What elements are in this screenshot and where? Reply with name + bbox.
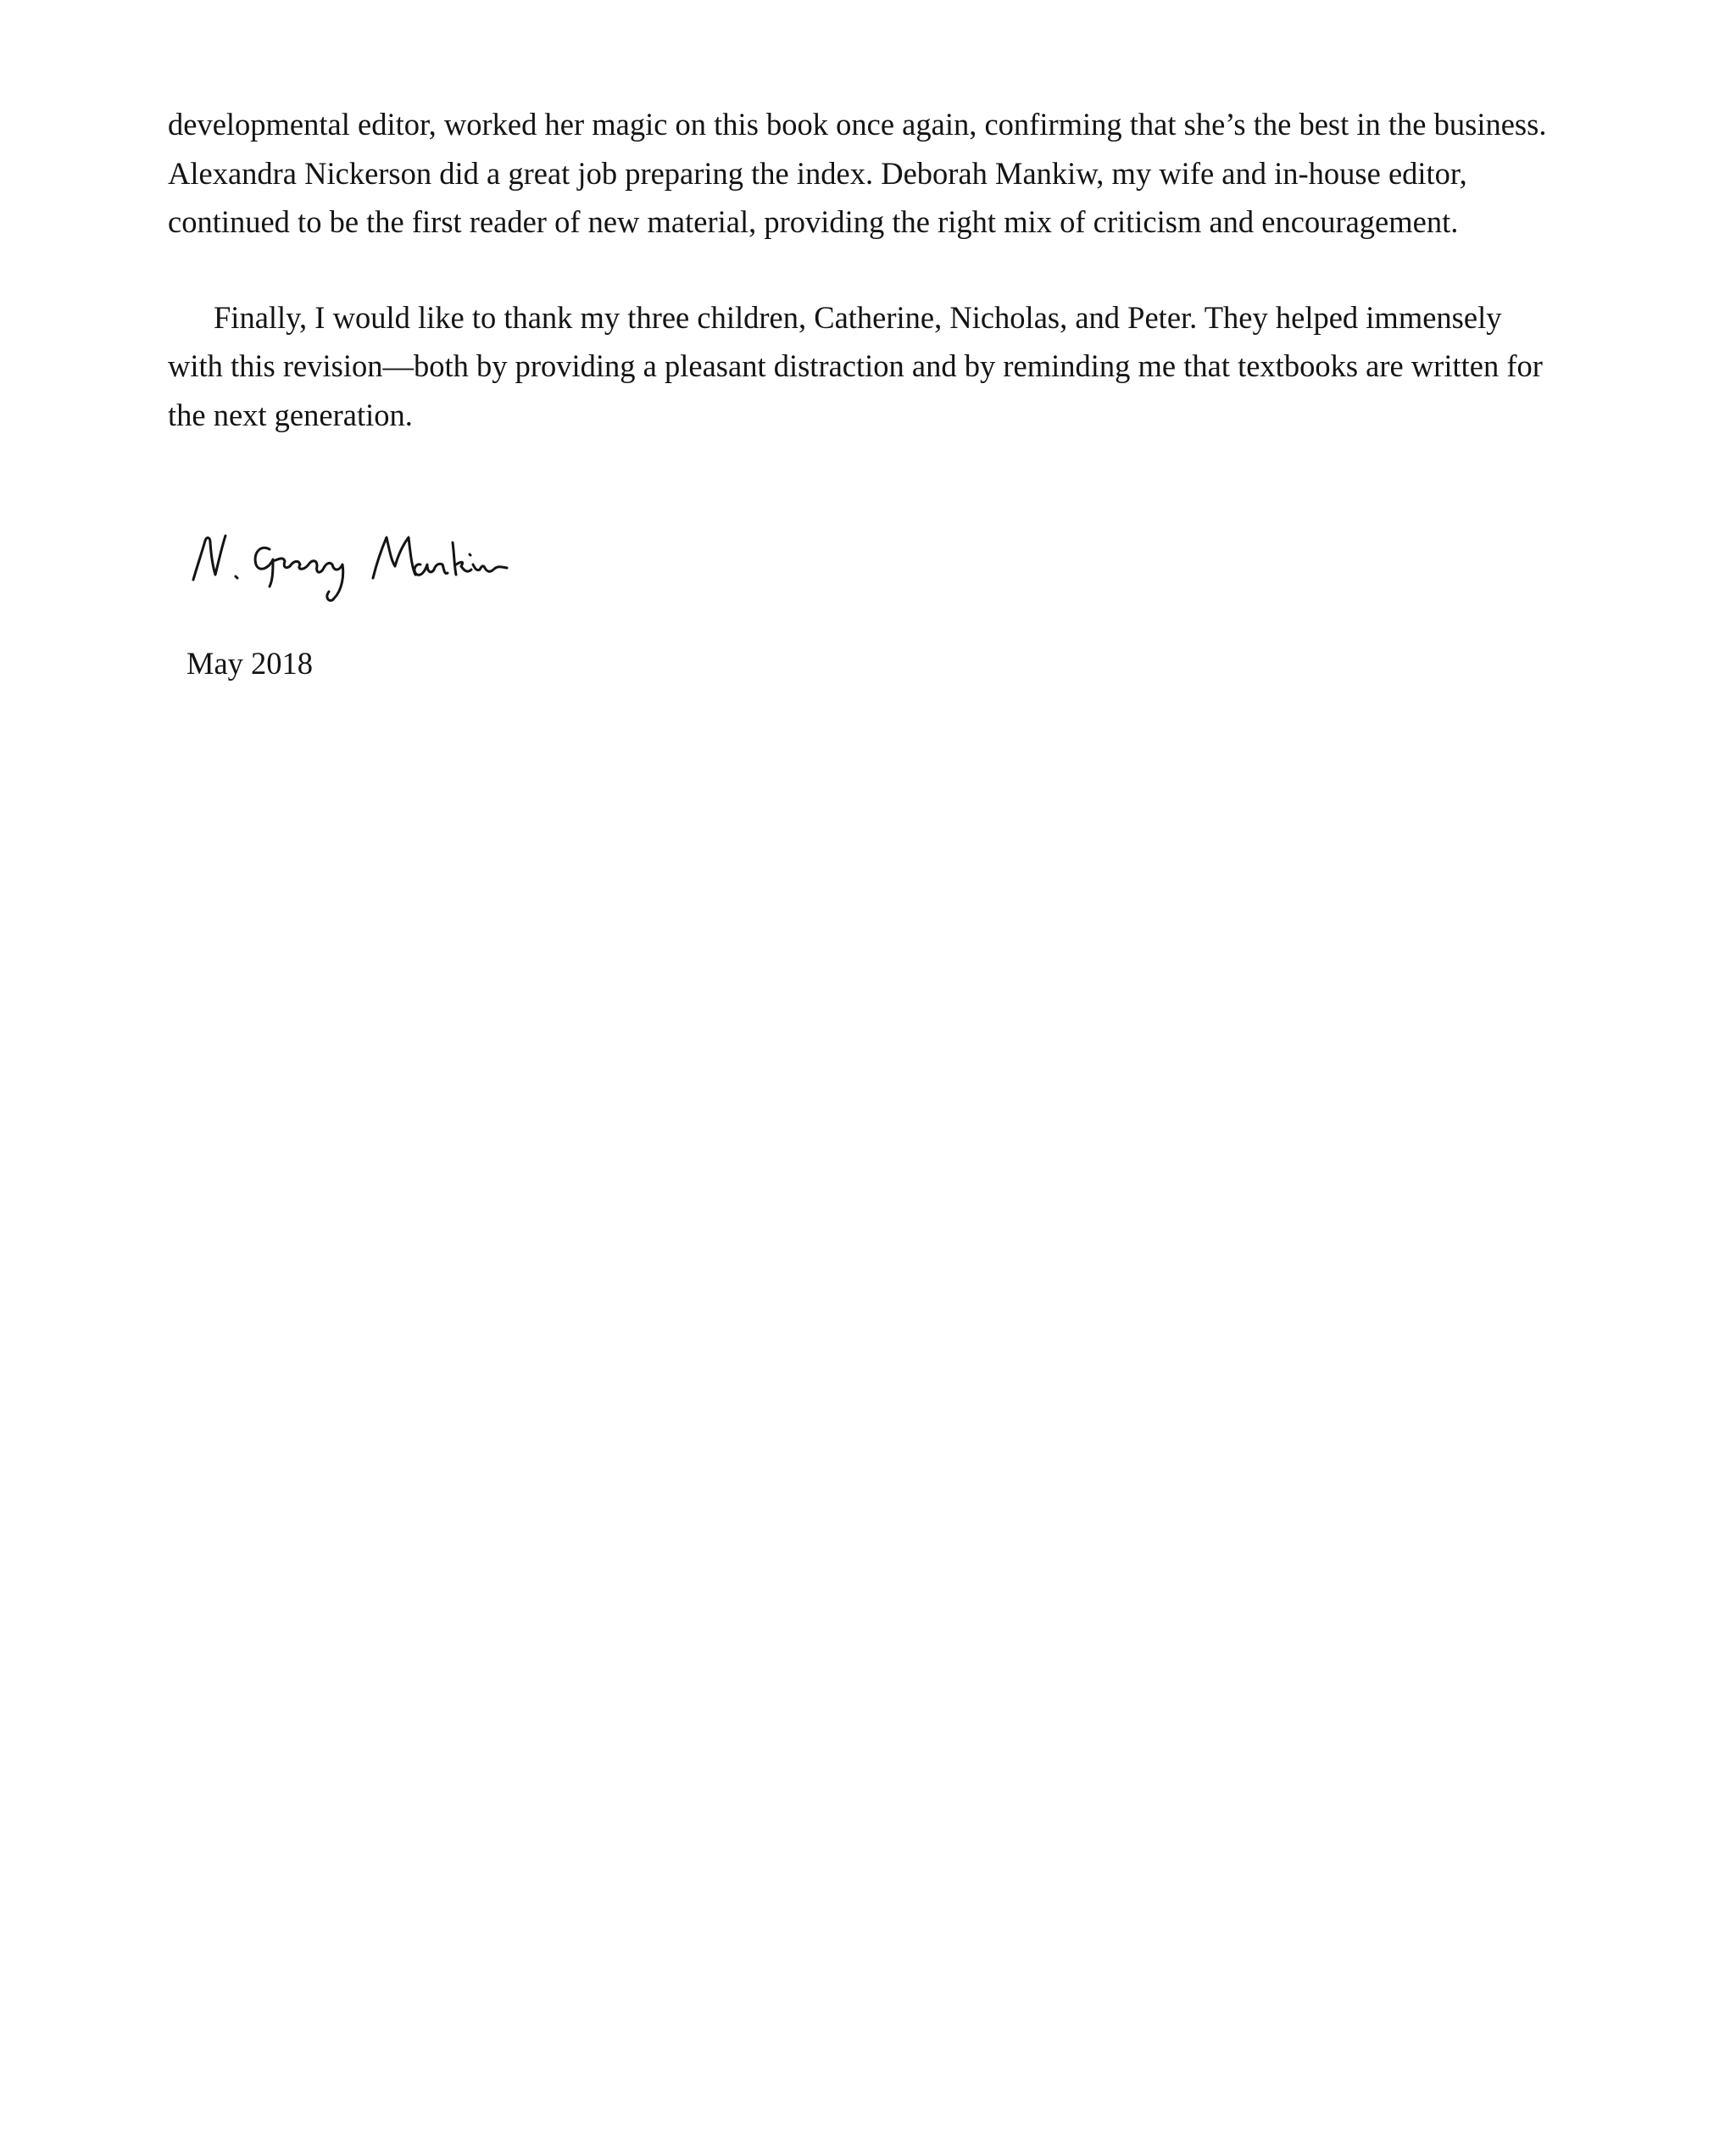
document-body — [168, 100, 1558, 439]
paragraph-family-thanks: Finally, I would like to thank my three children, Catherine, Nicholas, and Peter. They helped immensely with this revision—both by providing a pleasant distraction and by reminding me that textbooks are written for the next generation. — [168, 299, 1543, 432]
date-line: May 2018 — [186, 646, 314, 681]
paragraph-acknowledgments: developmental editor, worked her magic on this book once again, confirming that she’s the best in the business. Alexandra Nickerson did a great job preparing the index. Deborah Mankiw, my wife and in-house editor, continued to be the first reader of new material, providing the right mix of criticism and encouragement. — [168, 107, 1547, 239]
handwritten-signature — [185, 527, 515, 612]
